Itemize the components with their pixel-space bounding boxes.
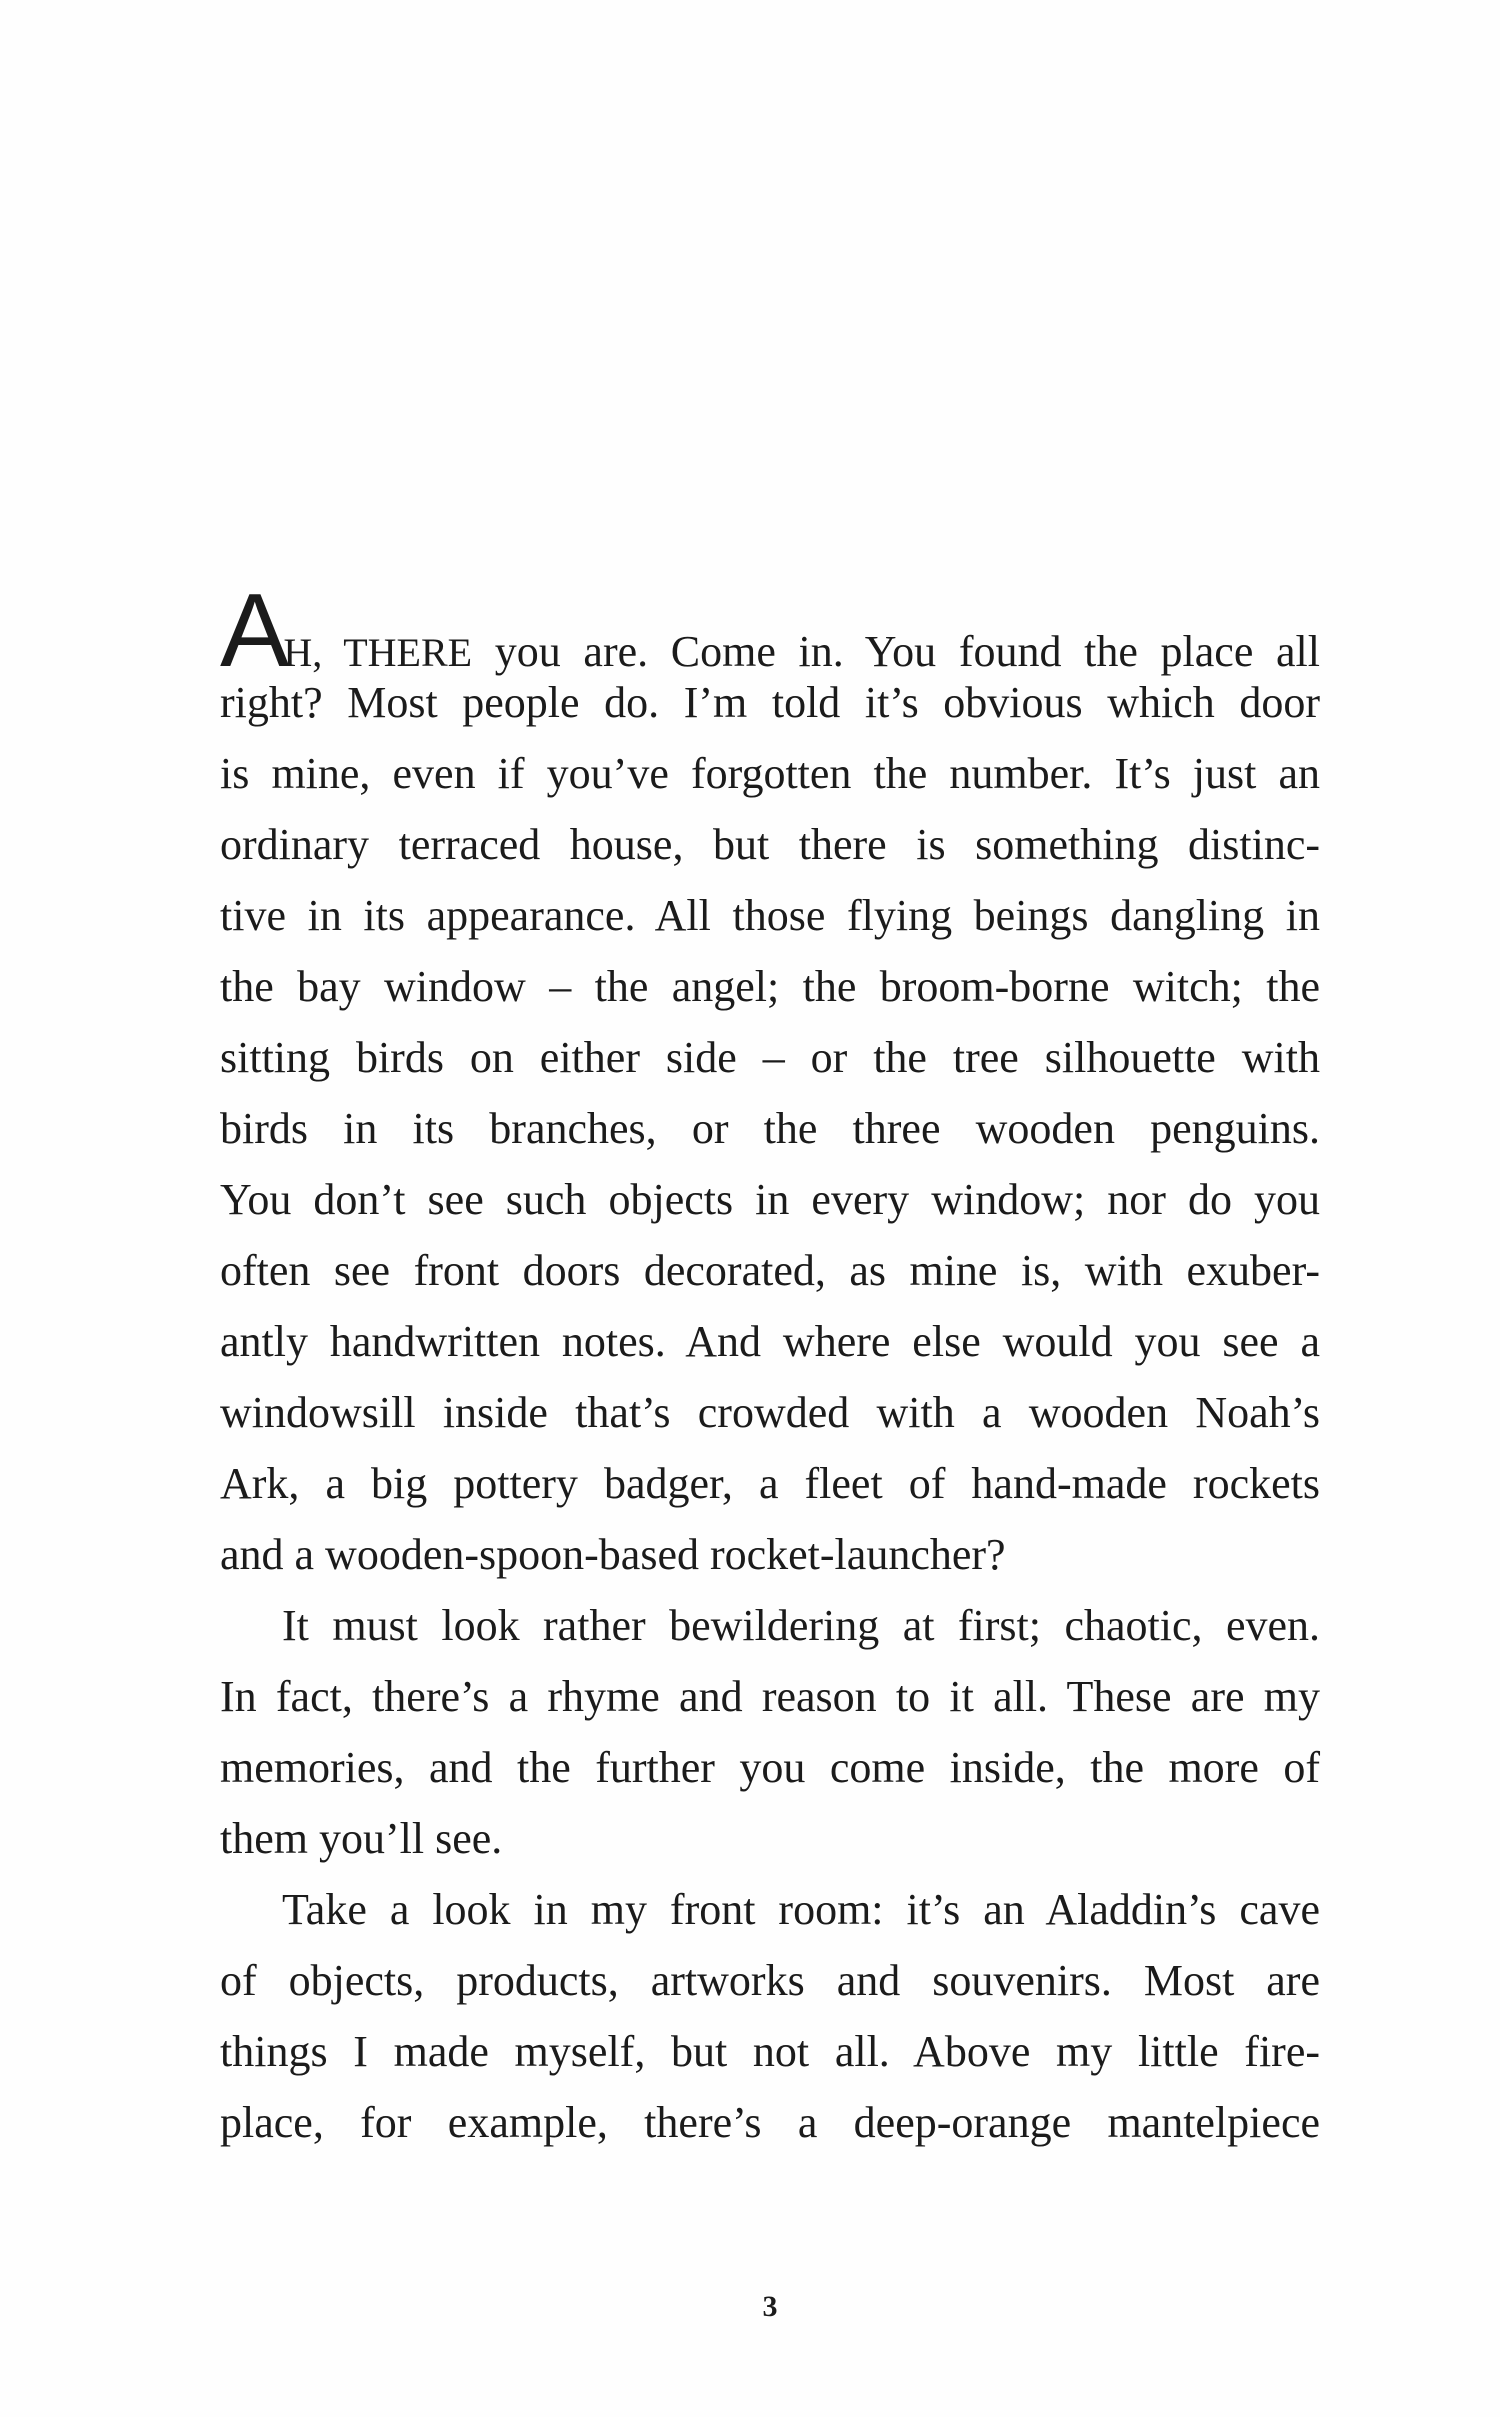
text-line: is mine, even if you’ve forgotten the number. It’s just an [220, 749, 1320, 798]
text-line: antly handwritten notes. And where else would you see a [220, 1317, 1320, 1366]
text-line: You don’t see such objects in every window; nor do you [220, 1175, 1320, 1224]
text-line: sitting birds on either side – or the tree silhouette with [220, 1033, 1320, 1082]
text-line: of objects, products, artworks and souvenirs. Most are [220, 1956, 1320, 2005]
text-line: place, for example, there’s a deep-orange mantelpiece [220, 2098, 1320, 2147]
text-line: ordinary terraced house, but there is something distinc- [220, 820, 1320, 869]
drop-cap: A [220, 573, 284, 689]
text-line: Ark, a big pottery badger, a fleet of hand-made rockets [220, 1459, 1320, 1508]
text-line: memories, and the further you come inside, the more of [220, 1743, 1320, 1792]
text-line: windowsill inside that’s crowded with a wooden Noah’s [220, 1388, 1320, 1437]
text-line: them you’ll see. [220, 1814, 503, 1863]
text-line: you are. Come in. You found the place all [494, 627, 1321, 676]
opening-line [220, 573, 1321, 689]
text-line: birds in its branches, or the three wooden penguins. [220, 1104, 1320, 1153]
text-line: tive in its appearance. All those flying beings dangling in [220, 891, 1320, 940]
page-number: 3 [762, 2290, 778, 2323]
paragraph-start-line: It must look rather bewildering at first; chaotic, even. [282, 1601, 1320, 1650]
lead-in-caps: H, THERE [283, 630, 473, 675]
text-line: the bay window – the angel; the broom-borne witch; the [220, 962, 1320, 1011]
paragraph-start-line: Take a look in my front room: it’s an Aladdin’s cave [282, 1885, 1320, 1934]
body-text [220, 573, 1321, 2158]
text-line: right? Most people do. I’m told it’s obvious which door [220, 678, 1320, 727]
text-line: In fact, there’s a rhyme and reason to it all. These are my [220, 1672, 1320, 1721]
text-line: and a wooden-spoon-based rocket-launcher? [220, 1530, 1006, 1579]
text-line: things I made myself, but not all. Above my little fire- [220, 2027, 1320, 2076]
text-line: often see front doors decorated, as mine is, with exuber- [220, 1246, 1320, 1295]
